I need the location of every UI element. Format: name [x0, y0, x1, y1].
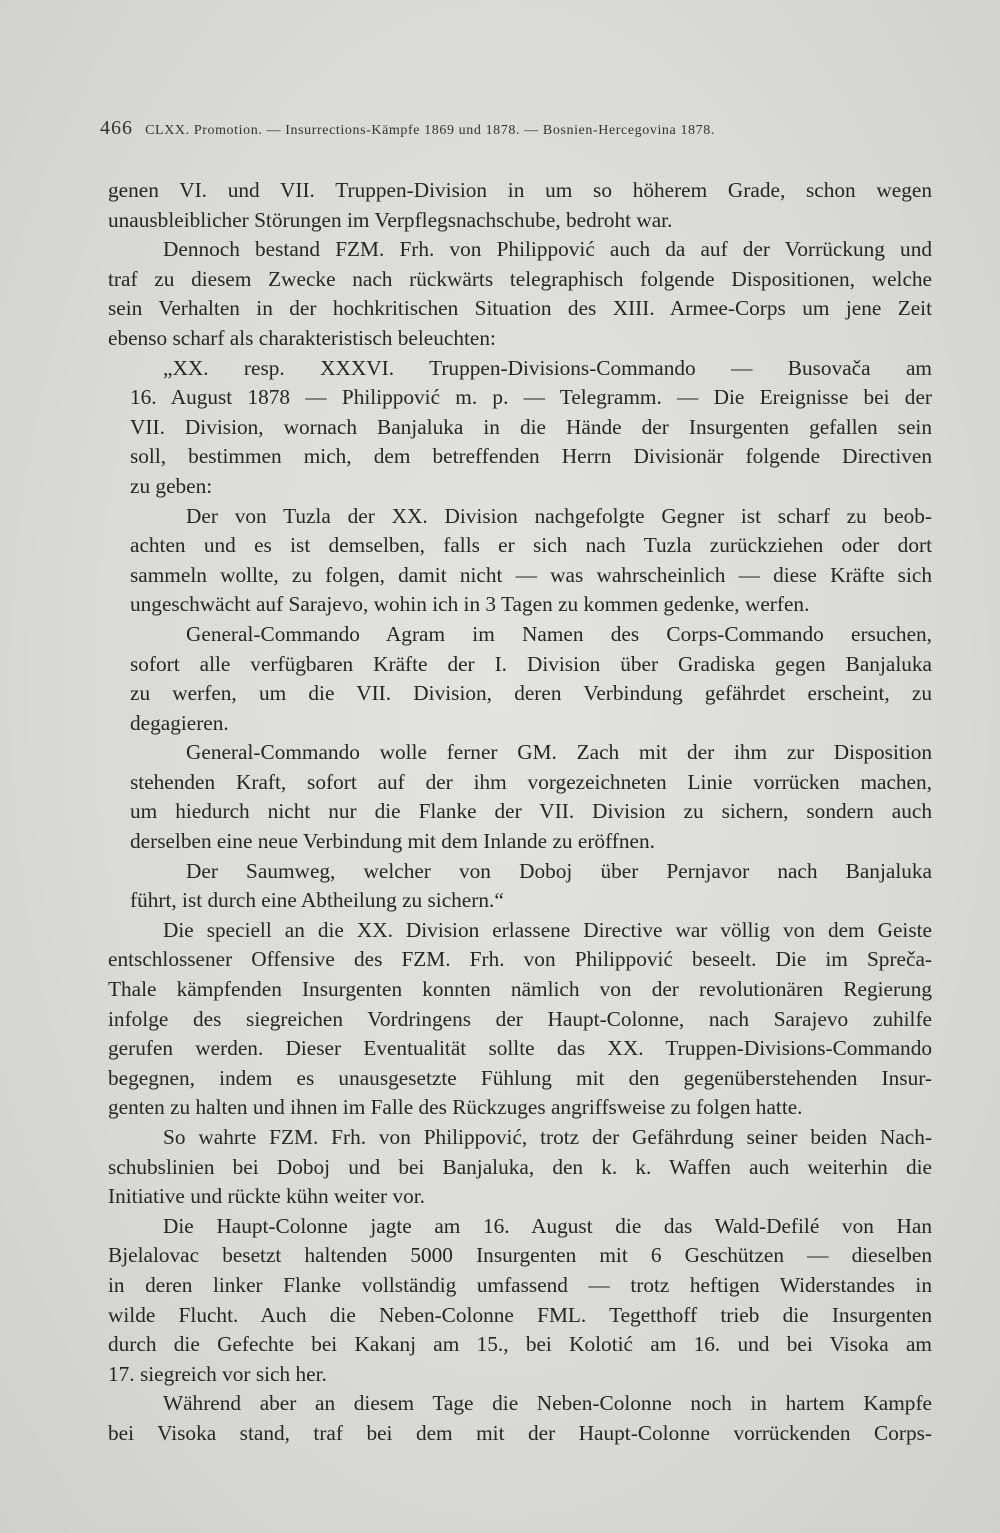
- text-line: infolge des siegreichen Vordringens der Haupt-Colonne, nach Sarajevo zuhilfe: [108, 1006, 932, 1031]
- text-line: ungeschwächt auf Sarajevo, wohin ich in 3 Tagen zu kommen gedenke, werfen.: [130, 592, 810, 617]
- text-line: Die speciell an die XX. Division erlassene Directive war völlig von dem Geiste: [163, 917, 932, 942]
- body-text: [108, 176, 932, 1449]
- text-line: traf zu diesem Zwecke nach rückwärts telegraphisch folgende Dispositionen, welche: [108, 266, 932, 291]
- text-line: führt, ist durch eine Abtheilung zu sichern.“: [130, 888, 504, 913]
- text-line: Die Haupt-Colonne jagte am 16. August die das Wald-Defilé von Han: [163, 1213, 932, 1238]
- text-line: begegnen, indem es unausgesetzte Fühlung mit den gegenüberstehenden Insur-: [108, 1065, 932, 1090]
- text-line: derselben eine neue Verbindung mit dem Inlande zu eröffnen.: [130, 829, 655, 854]
- text-line: So wahrte FZM. Frh. von Philippović, trotz der Gefährdung seiner beiden Nach-: [163, 1125, 932, 1149]
- text-line: Bjelalovac besetzt haltenden 5000 Insurgenten mit 6 Geschützen — dieselben: [108, 1243, 932, 1268]
- text-line: „XX. resp. XXXVI. Truppen-Divisions-Commando — Busovača am: [163, 355, 932, 380]
- text-line: Initiative und rückte kühn weiter vor.: [108, 1184, 425, 1209]
- text-line: Während aber an diesem Tage die Neben-Colonne noch in hartem Kampfe: [163, 1391, 932, 1416]
- text-line: genen VI. und VII. Truppen-Division in um so höherem Grade, schon wegen: [108, 178, 932, 202]
- text-line: um hiedurch nicht nur die Flanke der VII. Division zu sichern, sondern auch: [130, 799, 932, 824]
- text-line: sammeln wollte, zu folgen, damit nicht — was wahrscheinlich — diese Kräfte sich: [130, 562, 932, 587]
- text-line: bei Visoka stand, traf bei dem mit der Haupt-Colonne vorrückenden Corps-: [108, 1420, 932, 1445]
- text-line: General-Commando wolle ferner GM. Zach mit der ihm zur Disposition: [186, 740, 932, 765]
- text-line: sofort alle verfügbaren Kräfte der I. Division über Gradiska gegen Banjaluka: [130, 651, 932, 676]
- running-title: CLXX. Promotion. — Insurrections-Kämpfe 1869 und 1878. — Bosnien-Hercegovina 1878.: [145, 123, 715, 138]
- text-line: genten zu halten und ihnen im Falle des Rückzuges angriffsweise zu folgen hatte.: [108, 1095, 803, 1120]
- text-line: 17. siegreich vor sich her.: [108, 1361, 327, 1386]
- text-line: zu geben:: [130, 473, 213, 498]
- text-line: Der von Tuzla der XX. Division nachgefolgte Gegner ist scharf zu beob-: [186, 503, 932, 528]
- text-line: wilde Flucht. Auch die Neben-Colonne FML. Tegetthoff trieb die Insurgenten: [108, 1302, 932, 1327]
- page-number: 466: [100, 117, 133, 139]
- text-line: ebenso scharf als charakteristisch beleuchten:: [108, 325, 496, 350]
- text-line: stehenden Kraft, sofort auf der ihm vorgezeichneten Linie vorrücken machen,: [130, 769, 932, 794]
- text-line: 16. August 1878 — Philippović m. p. — Telegramm. — Die Ereignisse bei der: [130, 385, 932, 410]
- text-line: gerufen werden. Dieser Eventualität sollte das XX. Truppen-Divisions-Commando: [108, 1036, 932, 1061]
- text-line: schubslinien bei Doboj und bei Banjaluka, den k. k. Waffen auch weiterhin die: [108, 1154, 932, 1179]
- text-line: General-Commando Agram im Namen des Corps-Commando ersuchen,: [186, 621, 932, 646]
- text-line: Thale kämpfenden Insurgenten konnten nämlich von der revolutionären Regierung: [108, 977, 932, 1002]
- text-line: entschlossener Offensive des FZM. Frh. von Philippović beseelt. Die im Spreča-: [108, 947, 932, 972]
- text-line: Dennoch bestand FZM. Frh. von Philippović auch da auf der Vorrückung und: [163, 237, 932, 262]
- text-line: achten und es ist demselben, falls er sich nach Tuzla zurückziehen oder dort: [130, 533, 932, 558]
- text-line: durch die Gefechte bei Kakanj am 15., bei Kolotić am 16. und bei Visoka am: [108, 1332, 932, 1357]
- text-line: Der Saumweg, welcher von Doboj über Pernjavor nach Banjaluka: [186, 858, 932, 883]
- text-line: soll, bestimmen mich, dem betreffenden Herrn Divisionär folgende Directiven: [130, 444, 932, 469]
- text-line: unausbleiblicher Störungen im Verpflegsnachschube, bedroht war.: [108, 207, 673, 232]
- text-line: degagieren.: [130, 710, 229, 735]
- text-line: VII. Division, wornach Banjaluka in die Hände der Insurgenten gefallen sein: [130, 414, 932, 439]
- text-line: sein Verhalten in der hochkritischen Situation des XIII. Armee-Corps um jene Zeit: [108, 296, 932, 321]
- running-header: [100, 117, 930, 140]
- text-line: zu werfen, um die VII. Division, deren Verbindung gefährdet erscheint, zu: [130, 681, 932, 706]
- text-line: in deren linker Flanke vollständig umfassend — trotz heftigen Widerstandes in: [108, 1272, 932, 1297]
